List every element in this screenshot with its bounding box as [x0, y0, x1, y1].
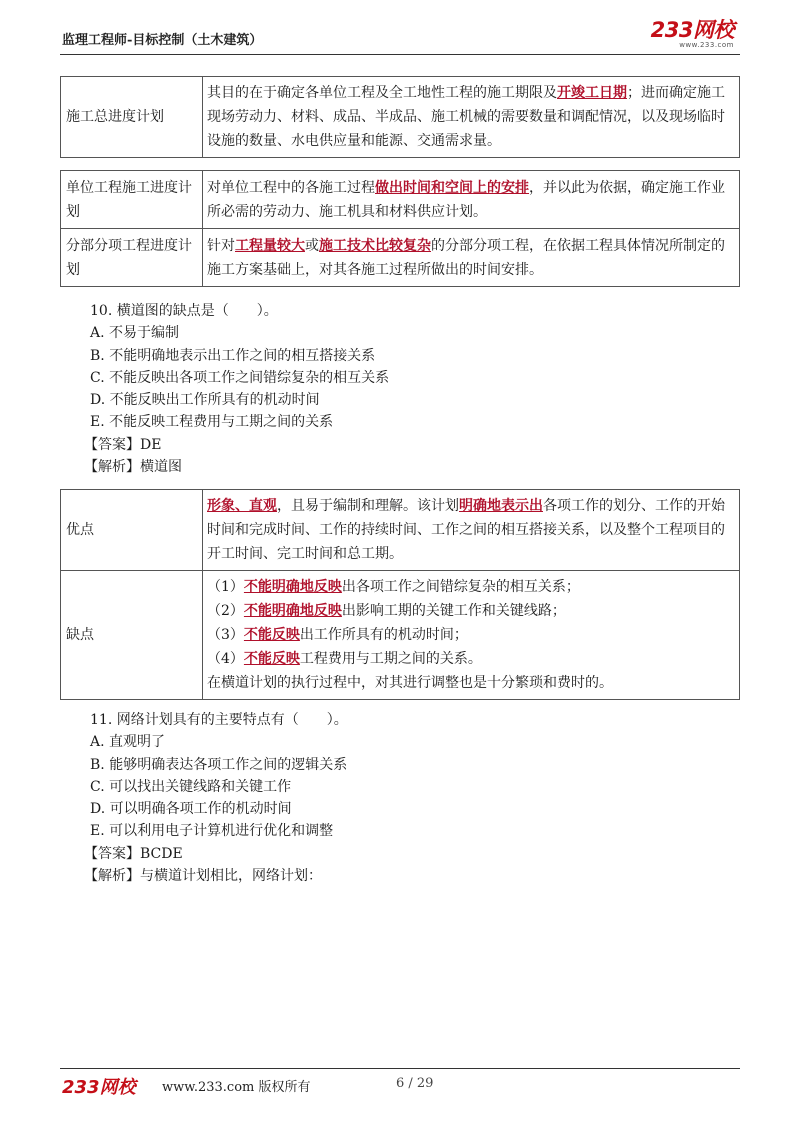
option-e: E. 不能反映工程费用与工期之间的关系 — [90, 414, 334, 431]
table-row — [61, 171, 740, 229]
answer: 【答案】DE — [84, 436, 162, 453]
emphasis-segment: 不能明确地反映 — [243, 579, 342, 595]
item-number: （4） — [207, 651, 244, 667]
list-item — [207, 599, 733, 623]
footer-logo: 233网校 — [62, 1077, 136, 1098]
question-10 — [84, 300, 390, 478]
logo-text: 233网校 — [650, 18, 734, 42]
question-title: 10. 横道图的缺点是（ ）。 — [90, 303, 278, 319]
text-segment: 其目的在于确定各单位工程及全工地性工程的施工期限及 — [207, 85, 557, 101]
emphasis-segment: 施工技术比较复杂 — [319, 237, 431, 254]
header-divider — [60, 54, 740, 55]
page-number: 6 / 29 — [396, 1076, 434, 1091]
table-row — [61, 571, 740, 700]
option-a: A. 直观明了 — [90, 734, 166, 751]
analysis: 【解析】横道图 — [84, 459, 182, 476]
option-c: C. 不能反映出各项工作之间错综复杂的相互关系 — [90, 369, 390, 386]
emphasis-segment: 不能明确地反映 — [243, 603, 342, 619]
item-number: （3） — [207, 627, 244, 643]
document-header-title: 监理工程师-目标控制（土木建筑） — [62, 33, 263, 48]
row-label: 施工总进度计划 — [61, 77, 203, 158]
text-segment: 各项工作的划分、工作的开始时间和完成时间、工作的持续时间、工作之间的相互搭接关系，以及整个工程项目的开工时间、完工时间和总工期。 — [207, 498, 725, 562]
schedule-table-unit — [60, 170, 740, 287]
option-d: D. 不能反映出工作所具有的机动时间 — [90, 392, 320, 409]
row-content — [203, 571, 740, 700]
list-item — [207, 575, 733, 599]
emphasis-segment: 形象、直观 — [207, 498, 277, 514]
option-a: A. 不易于编制 — [90, 325, 180, 342]
footer-copyright: www.233.com 版权所有 — [162, 1080, 311, 1095]
item-number: （2） — [207, 603, 244, 619]
emphasis-segment: 开竣工日期 — [557, 85, 627, 101]
row-label: 优点 — [61, 490, 203, 571]
schedule-table-overall — [60, 76, 740, 158]
row-label: 单位工程施工进度计划 — [61, 171, 203, 229]
row-content — [203, 77, 740, 158]
item-number: （1） — [207, 579, 244, 595]
analysis: 【解析】与横道计划相比，网络计划： — [84, 868, 322, 885]
emphasis-segment: 工程量较大 — [235, 237, 305, 254]
question-title: 11. 网络计划具有的主要特点有（ ）。 — [90, 712, 348, 728]
text-segment: ；进而确定施工现场劳动力、材料、成品、半成品、施工机械的需要数量和调配情况，以及现场临时设施的数量、水电供应量和能源、交通需求量。 — [207, 85, 725, 149]
cons-note: 在横道计划的执行过程中，对其进行调整也是十分繁琐和费时的。 — [207, 675, 613, 691]
list-item — [207, 623, 733, 647]
text-segment: ，并以此为依据，确定施工作业所必需的劳动力、施工机具和材料供应计划。 — [207, 179, 725, 220]
option-d: D. 可以明确各项工作的机动时间 — [90, 801, 292, 818]
option-b: B. 不能明确地表示出工作之间的相互搭接关系 — [90, 347, 376, 364]
text-segment: 出影响工期的关键工作和关键线路； — [341, 603, 566, 619]
row-content — [203, 229, 740, 287]
row-label: 缺点 — [61, 571, 203, 700]
text-segment: 出各项工作之间错综复杂的相互关系； — [341, 579, 580, 595]
text-segment: 对单位工程中的各施工过程 — [207, 179, 375, 196]
logo-url: www.233.com — [679, 41, 734, 49]
question-11 — [84, 709, 348, 887]
option-e: E. 可以利用电子计算机进行优化和调整 — [90, 823, 334, 840]
emphasis-segment: 不能反映 — [243, 651, 300, 667]
list-item — [207, 647, 733, 671]
option-c: C. 可以找出关键线路和关键工作 — [90, 778, 292, 795]
table-row — [61, 77, 740, 158]
text-segment: 针对 — [207, 237, 235, 254]
text-segment: 的分部分项工程，在依据工程具体情况所制定的施工方案基础上，对其各施工过程所做出的时间安排。 — [207, 237, 725, 278]
row-content — [203, 490, 740, 571]
text-segment: 工程费用与工期之间的关系。 — [299, 651, 482, 667]
answer: 【答案】BCDE — [84, 845, 183, 862]
text-segment: ，且易于编制和理解。该计划 — [277, 498, 459, 514]
text-segment: 出工作所具有的机动时间； — [299, 627, 468, 643]
row-label: 分部分项工程进度计划 — [61, 229, 203, 287]
emphasis-segment: 明确地表示出 — [459, 498, 543, 514]
table-row — [61, 229, 740, 287]
table-row — [61, 490, 740, 571]
option-b: B. 能够明确表达各项工作之间的逻辑关系 — [90, 756, 348, 773]
emphasis-segment: 不能反映 — [243, 627, 300, 643]
brand-logo — [651, 20, 734, 49]
emphasis-segment: 做出时间和空间上的安排 — [375, 179, 529, 196]
footer-divider — [60, 1068, 740, 1069]
gantt-pros-cons-table — [60, 489, 740, 700]
text-segment: 或 — [305, 237, 319, 254]
row-content — [203, 171, 740, 229]
